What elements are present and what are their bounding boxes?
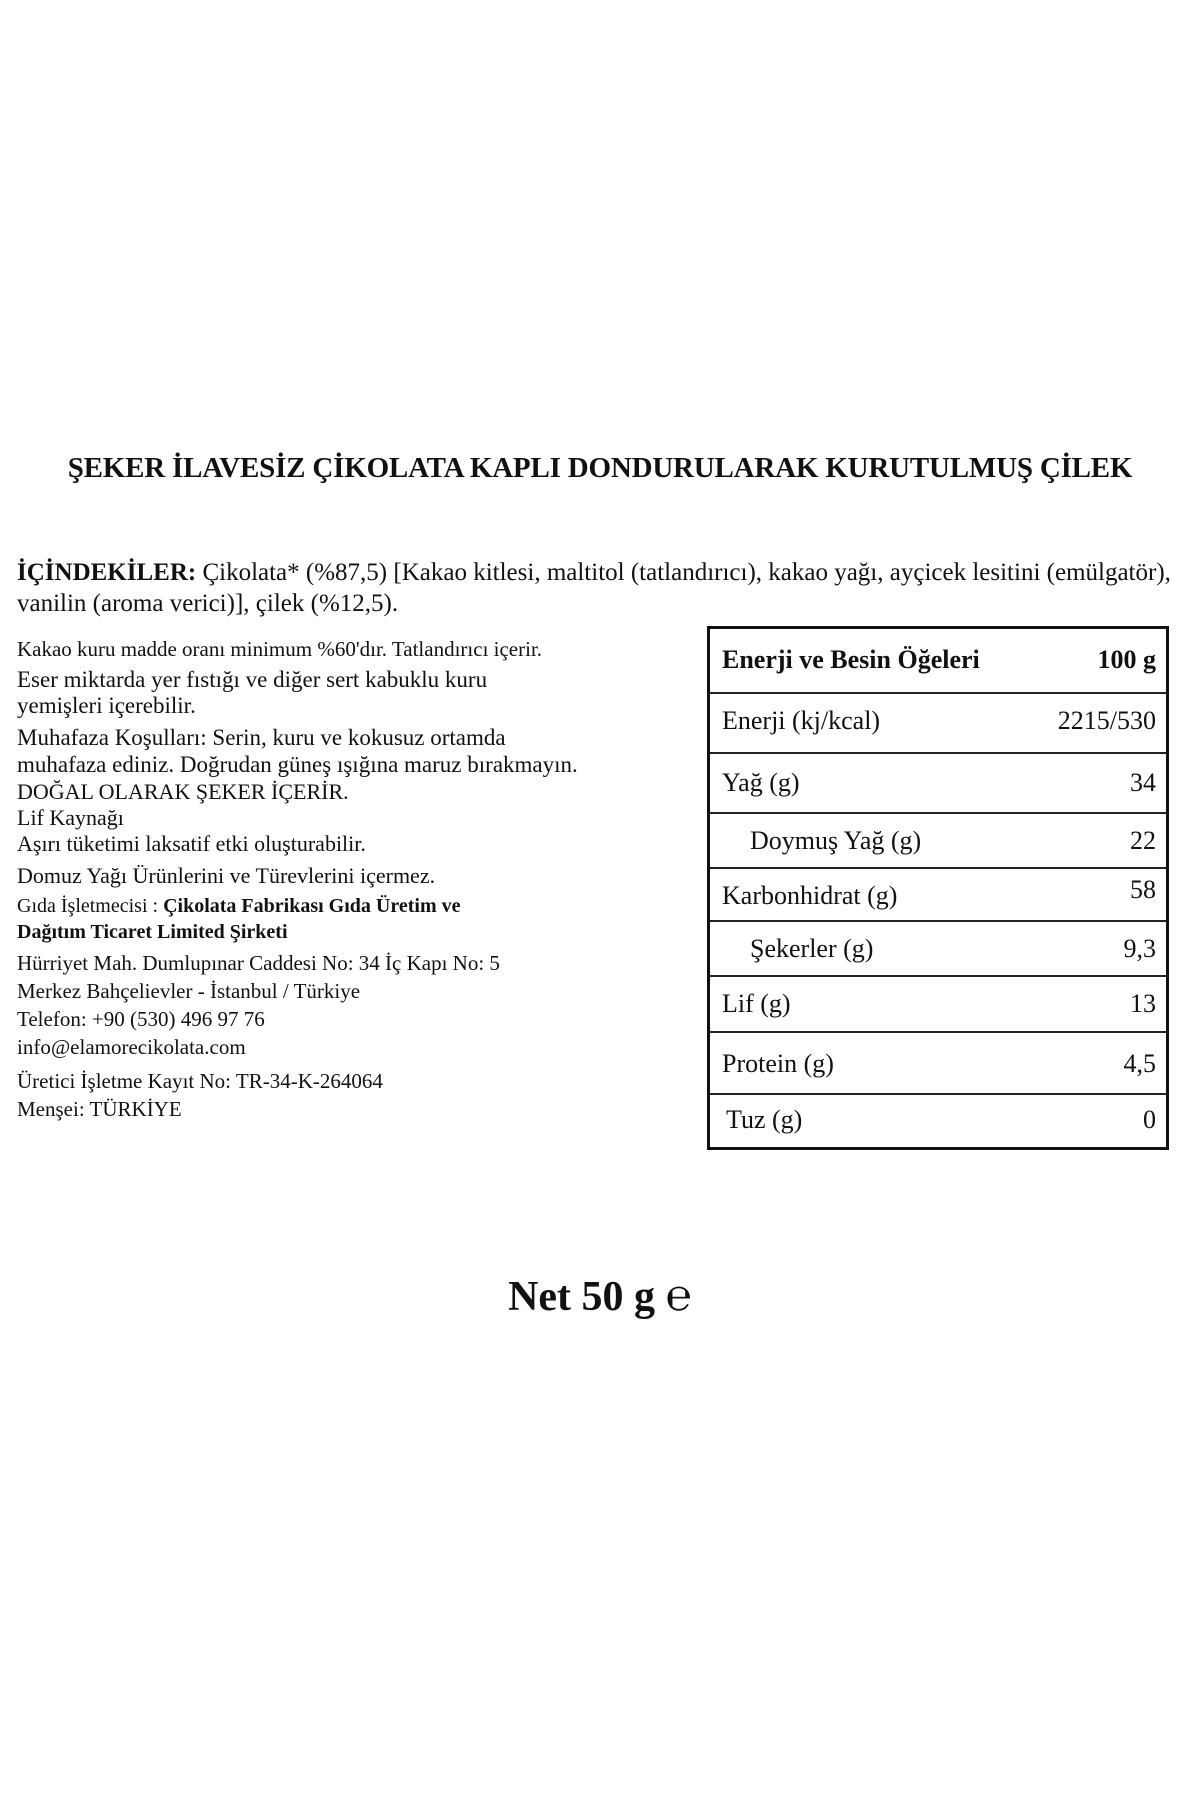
net-weight bbox=[0, 1270, 1200, 1321]
nutrition-row-fiber bbox=[710, 977, 1166, 1033]
allergen-line-2: yemişleri içerebilir. bbox=[17, 693, 196, 718]
nutrition-row-label: Doymuş Yağ (g) bbox=[750, 826, 922, 855]
address-line-2: Merkez Bahçelievler - İstanbul / Türkiye bbox=[17, 979, 361, 1003]
natural-sugar-note: DOĞAL OLARAK ŞEKER İÇERİR. bbox=[17, 779, 349, 804]
estimated-sign-icon: ℮ bbox=[665, 1271, 692, 1320]
pork-free-note: Domuz Yağı Ürünlerini ve Türevlerini içermez. bbox=[17, 863, 436, 888]
origin-line: Menşei: TÜRKİYE bbox=[17, 1097, 182, 1121]
nutrition-row-label: Enerji (kj/kcal) bbox=[722, 706, 881, 735]
nutrition-row-value: 0 bbox=[1143, 1105, 1156, 1134]
nutrition-row-sugars bbox=[710, 922, 1166, 977]
email-line: info@elamorecikolata.com bbox=[17, 1035, 246, 1059]
operator-name-2: Dağıtım Ticaret Limited Şirketi bbox=[17, 921, 288, 943]
nutrition-row-value: 22 bbox=[1130, 826, 1156, 855]
cocoa-note: Kakao kuru madde oranı minimum %60'dır. Tatlandırıcı içerir. bbox=[17, 637, 543, 661]
net-weight-text: Net 50 g bbox=[508, 1274, 656, 1320]
nutrition-header-label: Enerji ve Besin Öğeleri bbox=[722, 645, 980, 674]
ingredients-text: Çikolata* (%87,5) [Kakao kitlesi, maltitol (tatlandırıcı), kakao yağı, ayçicek lesitini (emülgatör), vanilin (aroma verici)], çilek (%12,5). bbox=[17, 559, 1171, 617]
operator-label: Gıda İşletmecisi : bbox=[17, 895, 164, 917]
operator-name-1: Çikolata Fabrikası Gıda Üretim ve bbox=[163, 895, 461, 917]
nutrition-row-value: 2215/530 bbox=[1057, 706, 1156, 735]
address-line-1: Hürriyet Mah. Dumlupınar Caddesi No: 34 İç Kapı No: 5 bbox=[17, 951, 500, 975]
nutrition-row-fat bbox=[710, 754, 1166, 814]
phone-line: Telefon: +90 (530) 496 97 76 bbox=[17, 1007, 265, 1031]
nutrition-row-value: 58 bbox=[1130, 875, 1156, 904]
nutrition-row-carbohydrate bbox=[710, 869, 1166, 922]
ingredients-heading: İÇİNDEKİLER: bbox=[17, 559, 197, 586]
nutrition-row-label: Protein (g) bbox=[722, 1049, 834, 1078]
nutrition-row-value: 4,5 bbox=[1123, 1049, 1156, 1078]
storage-line-1: Muhafaza Koşulları: Serin, kuru ve kokusuz ortamda bbox=[17, 725, 506, 750]
fiber-note: Lif Kaynağı bbox=[17, 805, 124, 830]
nutrition-header-value: 100 g bbox=[1097, 645, 1156, 674]
allergen-line-1: Eser miktarda yer fıstığı ve diğer sert kabuklu kuru bbox=[17, 667, 488, 692]
nutrition-row-label: Şekerler (g) bbox=[750, 934, 874, 963]
nutrition-row-label: Karbonhidrat (g) bbox=[722, 881, 898, 910]
storage-line-2: muhafaza ediniz. Doğrudan güneş ışığına maruz bırakmayın. bbox=[17, 752, 578, 777]
nutrition-row-label: Lif (g) bbox=[722, 989, 791, 1018]
ingredients-block bbox=[17, 557, 1177, 619]
laxative-warning: Aşırı tüketimi laksatif etki oluşturabilir. bbox=[17, 831, 366, 856]
nutrition-row-protein bbox=[710, 1033, 1166, 1095]
product-title: ŞEKER İLAVESİZ ÇİKOLATA KAPLI DONDURULARAK KURUTULMUŞ ÇİLEK bbox=[67, 452, 1133, 484]
nutrition-header-row bbox=[710, 629, 1166, 694]
nutrition-row-label: Yağ (g) bbox=[722, 768, 800, 797]
nutrition-row-value: 34 bbox=[1130, 768, 1156, 797]
nutrition-row-value: 13 bbox=[1130, 989, 1156, 1018]
registration-line: Üretici İşletme Kayıt No: TR-34-K-264064 bbox=[17, 1069, 383, 1093]
nutrition-row-saturated-fat bbox=[710, 814, 1166, 869]
nutrition-row-energy bbox=[710, 694, 1166, 754]
nutrition-row-value: 9,3 bbox=[1123, 934, 1156, 963]
operator-line-1 bbox=[17, 895, 460, 918]
nutrition-row-salt bbox=[710, 1095, 1166, 1147]
nutrition-row-label: Tuz (g) bbox=[726, 1105, 803, 1134]
nutrition-table bbox=[707, 626, 1169, 1150]
